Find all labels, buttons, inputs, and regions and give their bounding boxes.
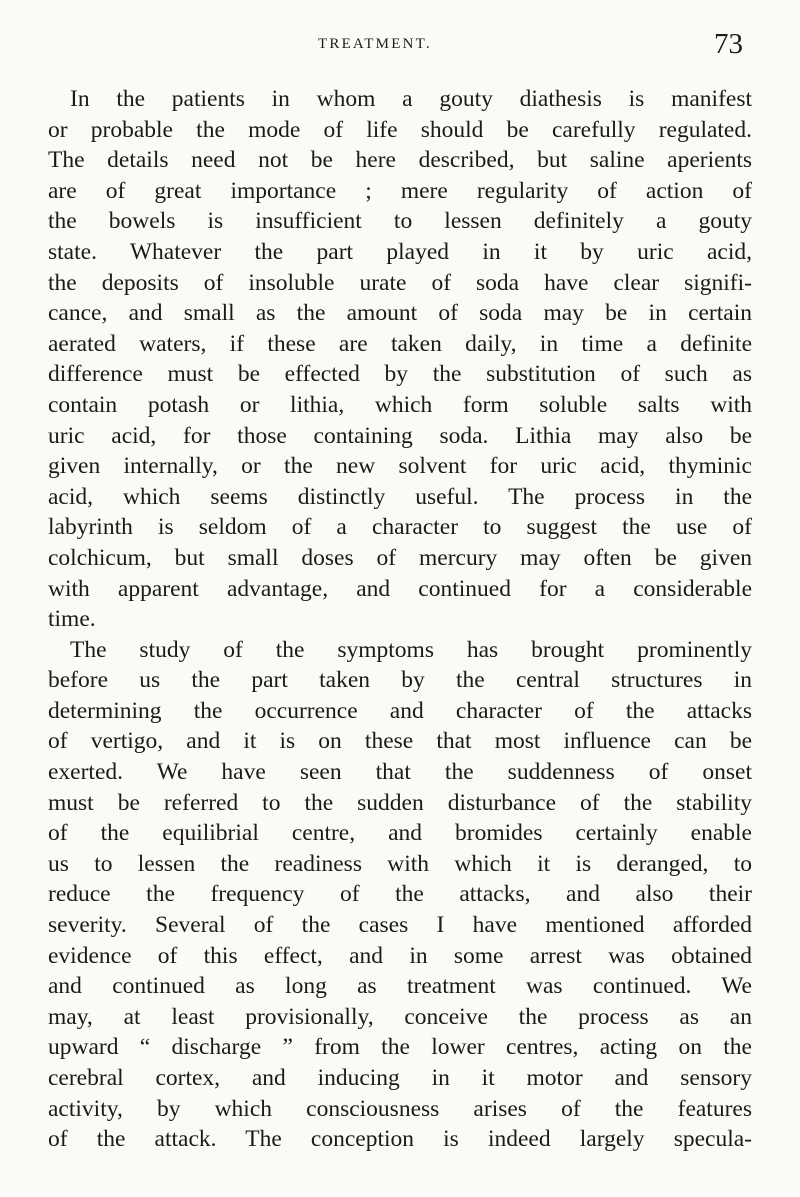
text-line: cance, and small as the amount of soda may be in certain bbox=[48, 300, 752, 327]
text-line: labyrinth is seldom of a character to suggest the use of bbox=[48, 514, 752, 541]
running-header bbox=[0, 28, 800, 66]
text-line: us to lessen the readiness with which it is deranged, to bbox=[48, 850, 752, 877]
text-line: severity. Several of the cases I have mentioned afforded bbox=[48, 912, 752, 939]
text-line: The study of the symptoms has brought prominently bbox=[70, 636, 752, 663]
running-title: TREATMENT. bbox=[318, 36, 432, 52]
text-line: colchicum, but small doses of mercury may often be given bbox=[48, 544, 752, 571]
text-line: of vertigo, and it is on these that most influence can be bbox=[48, 728, 752, 755]
text-line: uric acid, for those containing soda. Lithia may also be bbox=[48, 422, 752, 449]
text-line: given internally, or the new solvent for uric acid, thyminic bbox=[48, 453, 752, 480]
text-line: exerted. We have seen that the suddenness of onset bbox=[48, 759, 752, 786]
text-line: before us the part taken by the central structures in bbox=[48, 667, 752, 694]
text-line: aerated waters, if these are taken daily, in time a definite bbox=[48, 330, 752, 357]
text-line: and continued as long as treatment was continued. We bbox=[48, 973, 752, 1000]
text-line: or probable the mode of life should be carefully regulated. bbox=[48, 116, 752, 143]
text-line: determining the occurrence and character of the attacks bbox=[48, 697, 752, 724]
page-number: 73 bbox=[714, 28, 743, 60]
text-line: of the equilibrial centre, and bromides certainly enable bbox=[48, 820, 752, 847]
text-line: are of great importance ; mere regularity of action of bbox=[48, 177, 752, 204]
text-line: the deposits of insoluble urate of soda have clear signifi- bbox=[48, 269, 752, 296]
paragraph-central-structures bbox=[48, 635, 752, 1155]
text-line: of the attack. The conception is indeed largely specula- bbox=[48, 1126, 752, 1153]
text-line: may, at least provisionally, conceive the process as an bbox=[48, 1003, 752, 1030]
text-line: the bowels is insufficient to lessen definitely a gouty bbox=[48, 208, 752, 235]
text-line: In the patients in whom a gouty diathesis is manifest bbox=[70, 86, 752, 112]
paragraph-gout-treatment bbox=[48, 84, 752, 635]
text-line: The details need not be here described, but saline aperients bbox=[48, 147, 752, 174]
text-line: with apparent advantage, and continued for a considerable bbox=[48, 575, 752, 602]
text-line: cerebral cortex, and inducing in it motor and sensory bbox=[48, 1065, 752, 1091]
text-line: difference must be effected by the substitution of such as bbox=[48, 361, 752, 388]
text-line: state. Whatever the part played in it by uric acid, bbox=[48, 238, 752, 265]
body-text bbox=[48, 84, 752, 1155]
text-line: evidence of this effect, and in some arrest was obtained bbox=[48, 942, 752, 969]
text-line: contain potash or lithia, which form soluble salts with bbox=[48, 391, 752, 418]
text-line: acid, which seems distinctly useful. The process in the bbox=[48, 483, 752, 510]
text-line: time. bbox=[48, 606, 96, 633]
text-line: must be referred to the sudden disturbance of the stability bbox=[48, 789, 752, 816]
text-line: activity, by which consciousness arises of the features bbox=[48, 1095, 752, 1122]
text-line: upward “ discharge ” from the lower centres, acting on the bbox=[48, 1034, 752, 1061]
text-line: reduce the frequency of the attacks, and also their bbox=[48, 881, 752, 908]
